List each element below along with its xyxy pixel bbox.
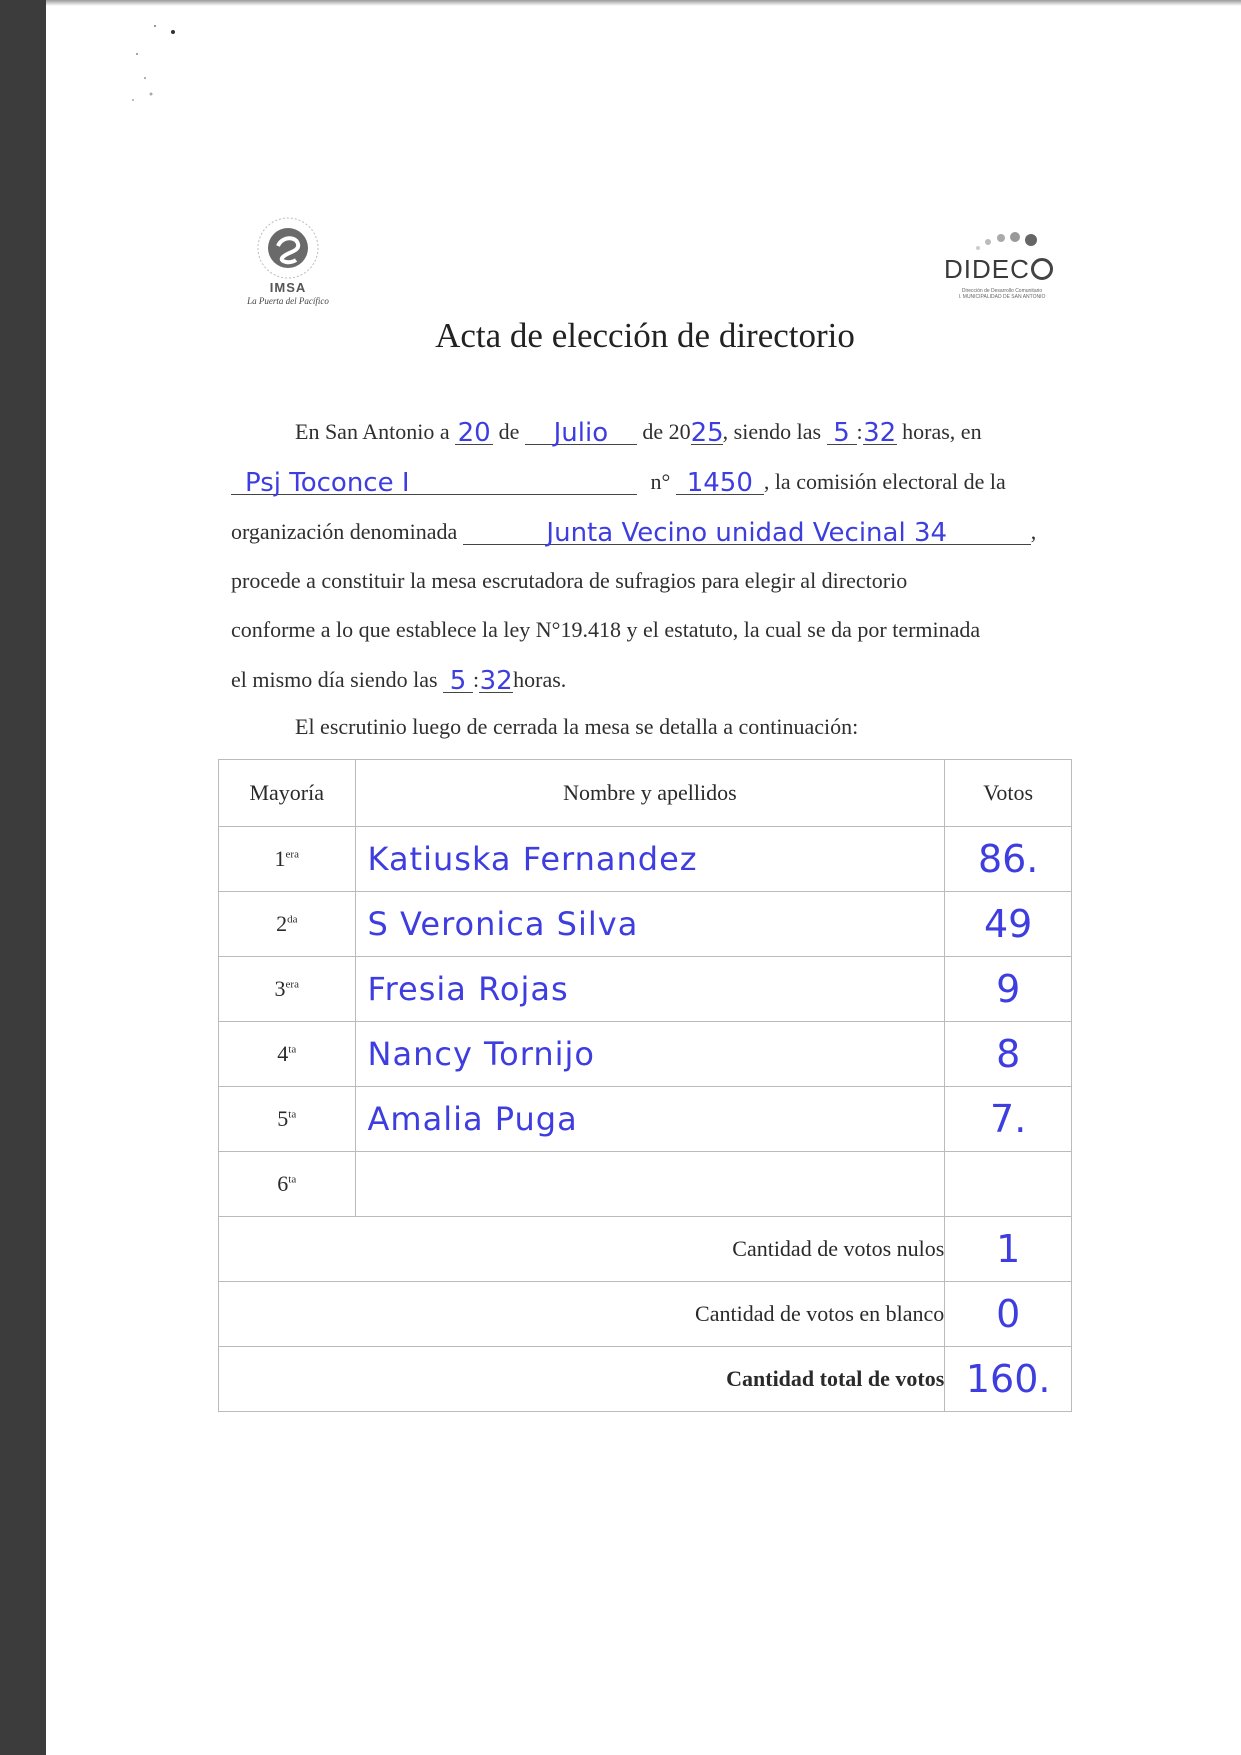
name-cell: Katiuska Fernandez — [355, 827, 945, 892]
place-field: Psj Toconce I — [231, 468, 637, 495]
votes-cell — [945, 1152, 1072, 1217]
rank-cell: $6^{ta}$ — [219, 1152, 356, 1217]
header-rank: Mayoría — [219, 760, 356, 827]
results-table — [218, 759, 1072, 1412]
imsa-emblem-icon — [256, 216, 320, 280]
street-number-field: 1450 — [676, 468, 764, 495]
table-row — [219, 1087, 1072, 1152]
name-cell — [355, 1152, 945, 1217]
imsa-tagline: La Puerta del Pacífico — [247, 296, 329, 306]
name-cell: Nancy Tornijo — [355, 1022, 945, 1087]
rank-cell: $1^{era}$ — [219, 827, 356, 892]
null-votes-value: 1 — [945, 1217, 1072, 1282]
day-field: 20 — [455, 418, 493, 445]
table-row — [219, 1022, 1072, 1087]
dideco-dots-icon — [970, 228, 1060, 256]
organization-field: Junta Vecino unidad Vecinal 34 — [463, 518, 1031, 545]
rank-cell: $3^{era}$ — [219, 957, 356, 1022]
year-field: 25 — [690, 418, 724, 448]
null-votes-label: Cantidad de votos nulos — [219, 1217, 945, 1282]
document-title: Acta de elección de directorio — [435, 316, 855, 355]
scan-border-left — [0, 0, 46, 1755]
votes-cell: 7. — [945, 1087, 1072, 1152]
total-votes-value: 160. — [945, 1347, 1072, 1412]
header-votes: Votos — [945, 760, 1072, 827]
table-row — [219, 1152, 1072, 1217]
dideco-subtitle: Dirección de Desarrollo Comunitario I. MUNICIPALIDAD DE SAN ANTONIO — [958, 288, 1046, 300]
line-address: Psj Toconce I n° 1450 , la comisión electoral de la — [231, 468, 1006, 495]
table-header-row — [219, 760, 1072, 827]
end-hour-field: 5 — [443, 666, 473, 693]
name-cell: Fresia Rojas — [355, 957, 945, 1022]
rank-cell: $5^{ta}$ — [219, 1087, 356, 1152]
start-hour-field: 5 — [827, 418, 857, 445]
blank-votes-row — [219, 1282, 1072, 1347]
table-row — [219, 827, 1072, 892]
votes-cell: 86. — [945, 827, 1072, 892]
rank-cell: $4^{ta}$ — [219, 1022, 356, 1087]
imsa-logo — [228, 210, 348, 310]
blank-votes-label: Cantidad de votos en blanco — [219, 1282, 945, 1347]
dideco-name: DIDEC — [944, 254, 1053, 285]
scan-specks — [125, 18, 185, 108]
votes-cell: 8 — [945, 1022, 1072, 1087]
dideco-logo — [940, 228, 1060, 308]
line-procede: procede a constituir la mesa escrutadora de sufragios para elegir al directorio — [231, 568, 908, 593]
total-votes-label: Cantidad total de votos — [219, 1347, 945, 1412]
dideco-o-icon — [1031, 258, 1053, 280]
table-row — [219, 892, 1072, 957]
start-min-field: 32 — [863, 418, 897, 448]
blank-votes-value: 0 — [945, 1282, 1072, 1347]
line-organization: organización denominada Junta Vecino unidad Vecinal 34 , — [231, 518, 1037, 548]
name-cell: Amalia Puga — [355, 1087, 945, 1152]
header-name: Nombre y apellidos — [355, 760, 945, 827]
line-end-time: el mismo día siendo las 5 :32horas. — [231, 666, 567, 696]
table-row — [219, 957, 1072, 1022]
scan-border-top — [46, 0, 1241, 6]
end-min-field: 32 — [479, 666, 513, 696]
line-conforme: conforme a lo que establece la ley N°19.418 y el estatuto, la cual se da por terminada — [231, 617, 981, 642]
line-escrutinio: El escrutinio luego de cerrada la mesa se detalla a continuación: — [295, 714, 859, 739]
votes-cell: 9 — [945, 957, 1072, 1022]
null-votes-row — [219, 1217, 1072, 1282]
name-cell: S Veronica Silva — [355, 892, 945, 957]
imsa-name: IMSA — [269, 280, 307, 295]
total-votes-row — [219, 1347, 1072, 1412]
month-field: Julio — [525, 418, 637, 445]
line-date: En San Antonio a 20 de Julio de 2025, siendo las 5 :32 horas, en — [295, 418, 982, 448]
rank-cell: $2^{da}$ — [219, 892, 356, 957]
votes-cell: 49 — [945, 892, 1072, 957]
